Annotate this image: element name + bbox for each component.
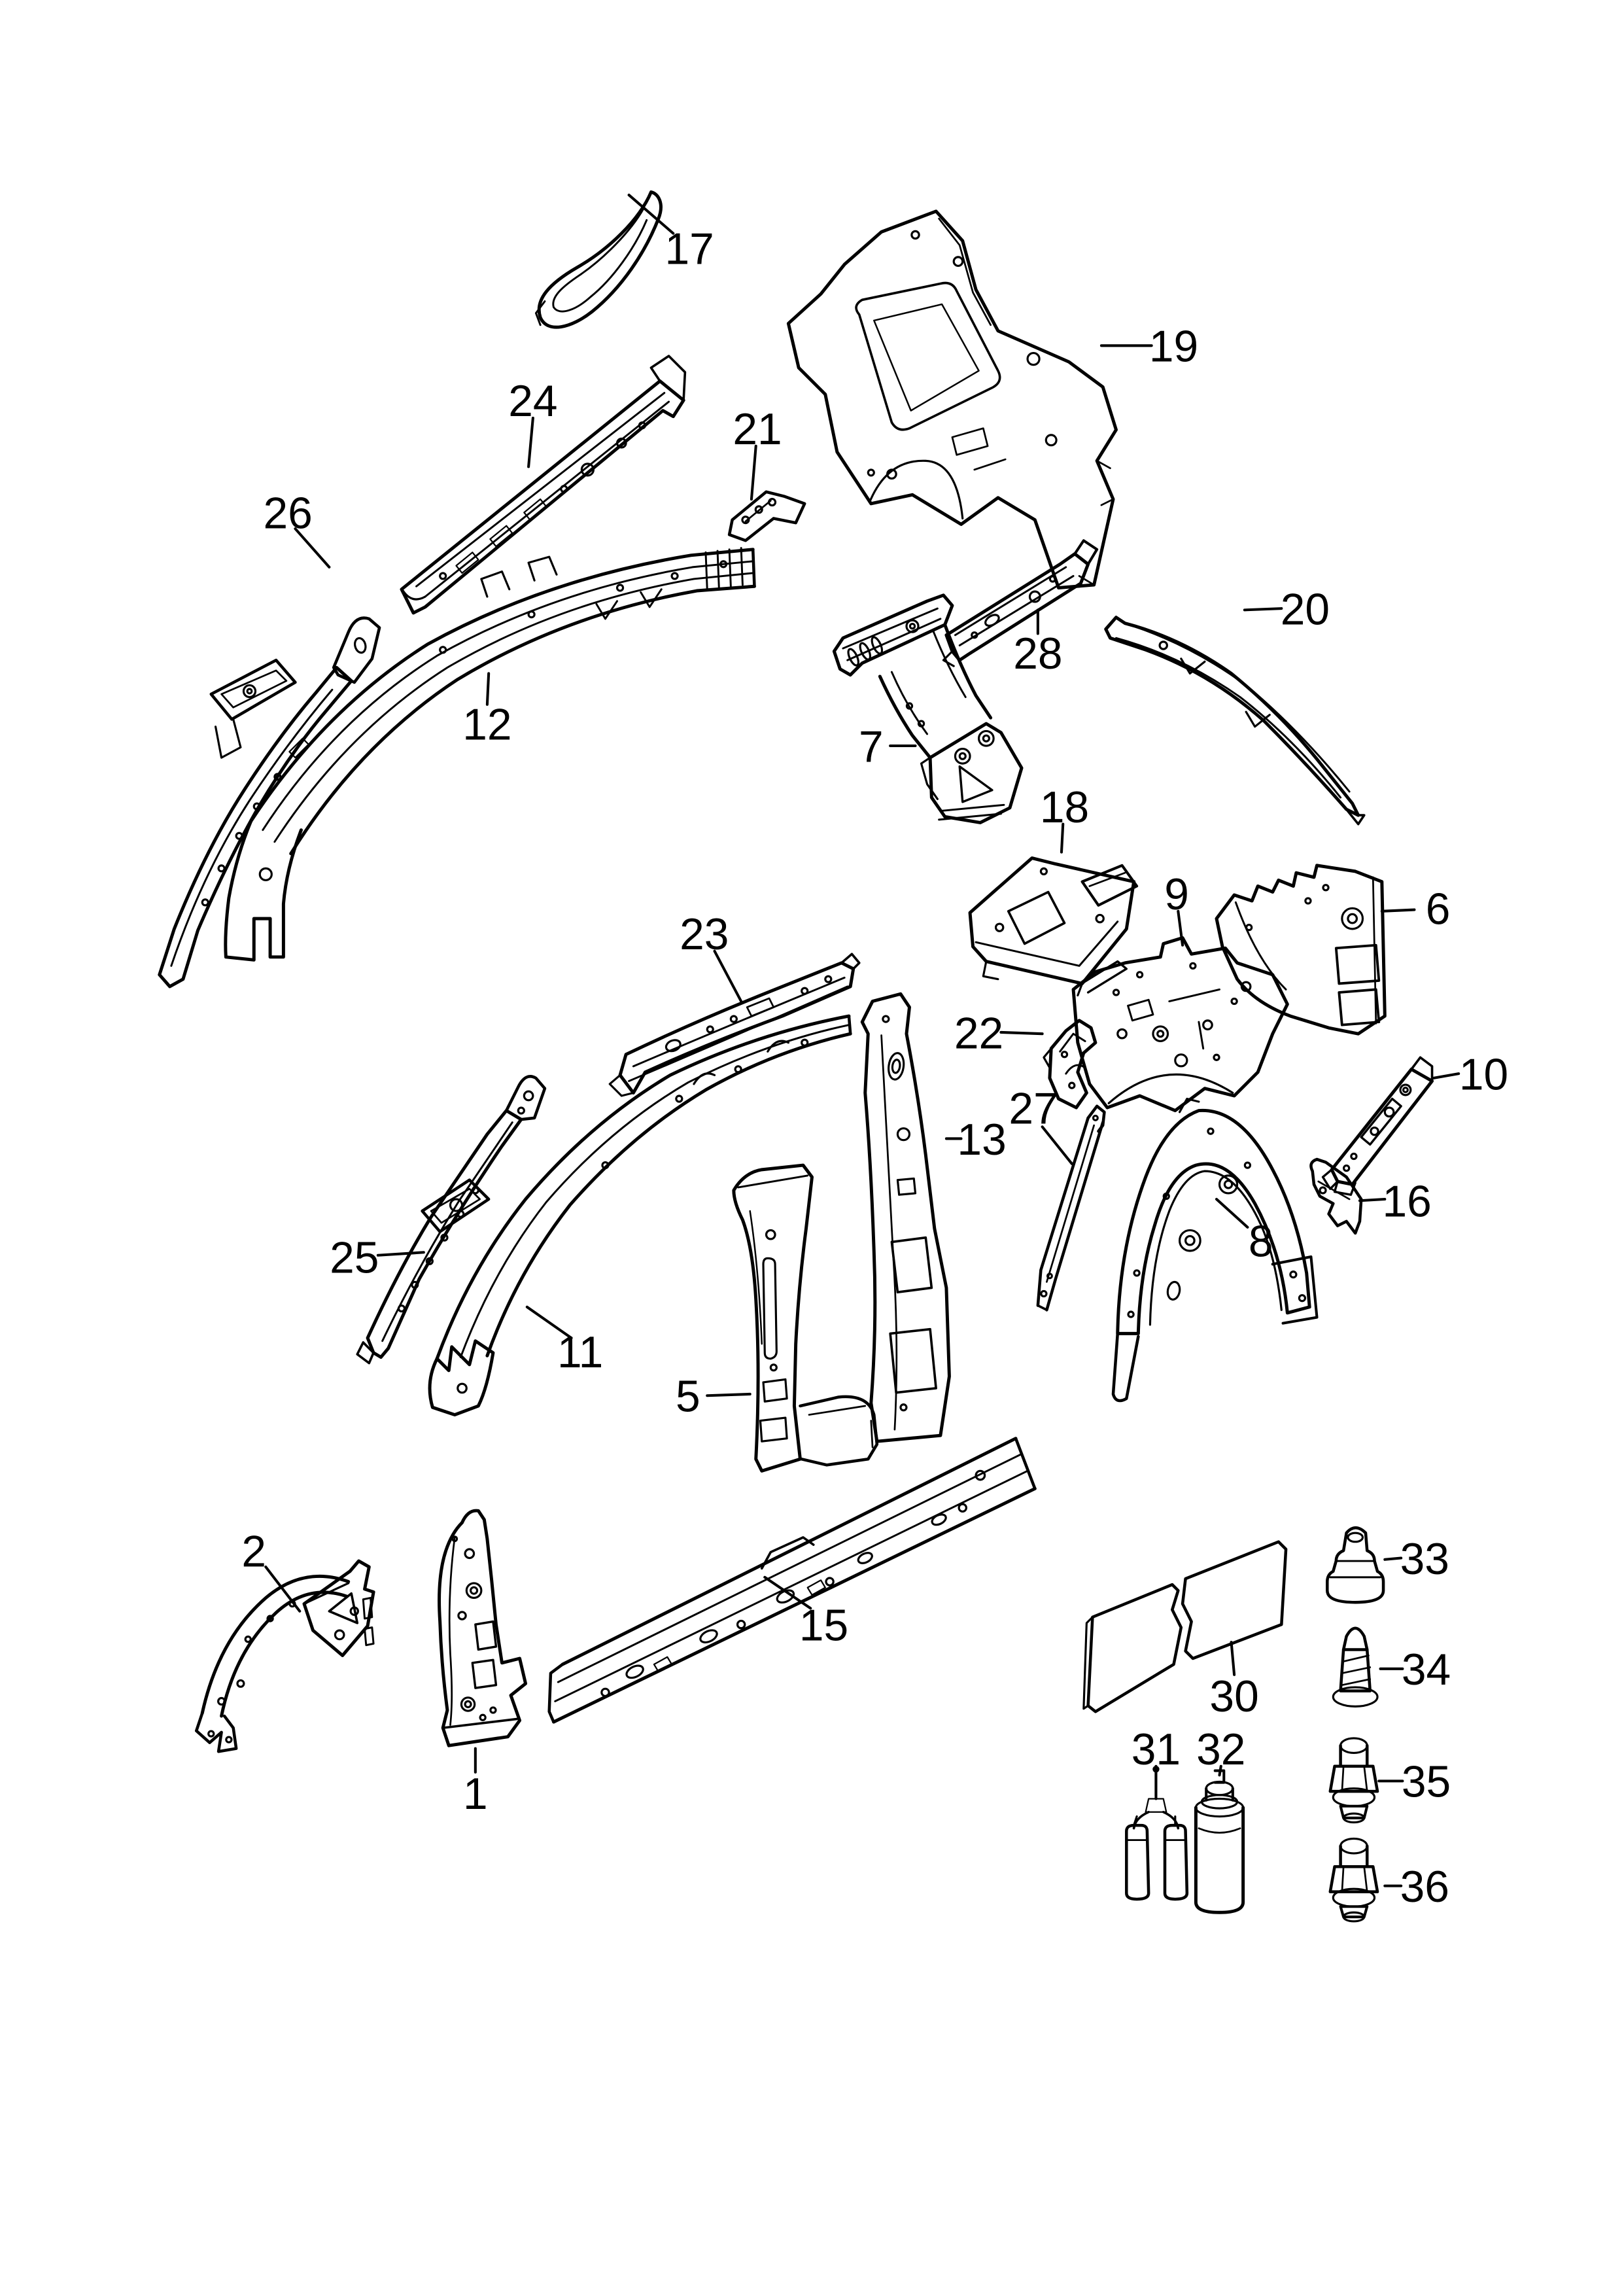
part-number-11[interactable]: 11 [557,1327,604,1377]
part-callout-5[interactable] [676,1373,750,1422]
part-callout-21[interactable] [733,405,782,499]
part-12-drawing[interactable] [226,548,755,960]
part-callout-16[interactable] [1360,1178,1432,1227]
part-callout-20[interactable] [1245,585,1330,634]
part-number-10[interactable]: 10 [1459,1050,1509,1100]
part-13-drawing[interactable] [862,994,949,1441]
part-callout-6[interactable] [1382,885,1451,934]
part-number-25[interactable]: 25 [330,1233,379,1283]
part-number-22[interactable]: 22 [954,1009,1004,1059]
part-callout-25[interactable] [330,1233,424,1282]
part-number-12[interactable]: 12 [462,700,512,750]
part-number-28[interactable]: 28 [1013,629,1063,679]
part-number-35[interactable]: 35 [1401,1757,1451,1807]
leader-line-20 [1245,608,1281,610]
leader-line-16 [1360,1199,1385,1200]
part-callout-13[interactable] [946,1115,1007,1165]
part-number-31[interactable]: 31 [1131,1725,1181,1775]
part-callout-34[interactable] [1381,1645,1451,1694]
part-callout-2[interactable] [241,1528,300,1611]
part-10-drawing[interactable] [1323,1057,1432,1195]
part-callout-30[interactable] [1209,1642,1258,1721]
leader-line-5 [707,1394,750,1395]
part-number-17[interactable]: 17 [665,224,714,274]
part-callout-1[interactable] [463,1749,488,1819]
part-callout-23[interactable] [680,910,741,1001]
part-callout-32[interactable] [1196,1725,1245,1775]
part-34-drawing[interactable] [1333,1628,1377,1707]
part-number-1[interactable]: 1 [463,1769,488,1819]
part-callout-35[interactable] [1379,1758,1451,1807]
part-callout-22[interactable] [954,1009,1043,1058]
part-32-drawing[interactable] [1196,1771,1243,1913]
part-5-drawing[interactable] [734,1165,877,1471]
part-callout-19[interactable] [1101,323,1198,372]
part-callout-12[interactable] [462,673,511,749]
part-callout-31[interactable] [1132,1725,1181,1796]
part-number-24[interactable]: 24 [508,377,558,427]
part-number-20[interactable]: 20 [1280,585,1330,635]
part-9-drawing[interactable] [1073,937,1287,1110]
part-19-drawing[interactable] [788,211,1116,588]
leader-line-33 [1385,1558,1401,1560]
part-number-21[interactable]: 21 [733,405,782,455]
leader-line-2 [266,1567,300,1611]
leader-line-30 [1232,1642,1235,1675]
part-callout-24[interactable] [508,377,557,466]
part-number-13[interactable]: 13 [957,1115,1007,1165]
part-callout-27[interactable] [1009,1084,1071,1163]
part-number-7[interactable]: 7 [858,722,884,772]
part-number-26[interactable]: 26 [263,489,313,538]
part-20-drawing[interactable] [1106,618,1364,824]
part-callout-8[interactable] [1217,1199,1273,1267]
leader-line-25 [378,1252,424,1255]
part-callout-36[interactable] [1385,1863,1449,1912]
part-7-drawing[interactable] [834,595,1022,823]
part-number-27[interactable]: 27 [1009,1084,1058,1134]
part-callout-11[interactable] [527,1307,603,1377]
part-33-drawing[interactable] [1327,1528,1383,1602]
part-number-18[interactable]: 18 [1039,782,1090,832]
part-2-drawing[interactable] [196,1561,373,1751]
leader-line-8 [1217,1199,1247,1227]
part-number-16[interactable]: 16 [1382,1177,1432,1227]
part-callout-9[interactable] [1164,870,1189,945]
part-callout-33[interactable] [1385,1535,1449,1584]
part-number-32[interactable]: 32 [1196,1725,1246,1775]
part-callout-26[interactable] [264,489,330,567]
part-6-drawing[interactable] [1217,866,1385,1034]
part-number-15[interactable]: 15 [799,1601,849,1651]
part-number-23[interactable]: 23 [680,910,729,960]
leader-line-22 [1001,1032,1042,1034]
part-callout-10[interactable] [1434,1051,1508,1100]
part-number-6[interactable]: 6 [1425,885,1451,934]
part-36-drawing[interactable] [1330,1838,1377,1921]
part-callout-17[interactable] [629,195,714,274]
part-21-drawing[interactable] [729,492,804,540]
part-18-drawing[interactable] [970,858,1137,996]
part-number-9[interactable]: 9 [1164,870,1189,920]
part-number-30[interactable]: 30 [1209,1672,1259,1721]
part-1-drawing[interactable] [440,1511,526,1745]
part-number-36[interactable]: 36 [1400,1863,1449,1912]
part-17-drawing[interactable] [536,192,661,328]
part-15-drawing[interactable] [549,1439,1035,1722]
part-callout-18[interactable] [1040,783,1089,852]
part-number-34[interactable]: 34 [1401,1645,1451,1695]
part-number-19[interactable]: 19 [1149,322,1199,372]
leader-line-10 [1434,1074,1459,1078]
part-number-8[interactable]: 8 [1248,1217,1273,1267]
part-number-33[interactable]: 33 [1400,1534,1449,1584]
part-35-drawing[interactable] [1330,1738,1377,1823]
leader-line-6 [1382,910,1415,911]
part-number-5[interactable]: 5 [676,1372,700,1422]
part-16-drawing[interactable] [1311,1159,1361,1233]
part-number-2[interactable]: 2 [241,1527,267,1577]
part-8-drawing[interactable] [1113,1099,1317,1401]
part-27-drawing[interactable] [1038,1106,1105,1310]
